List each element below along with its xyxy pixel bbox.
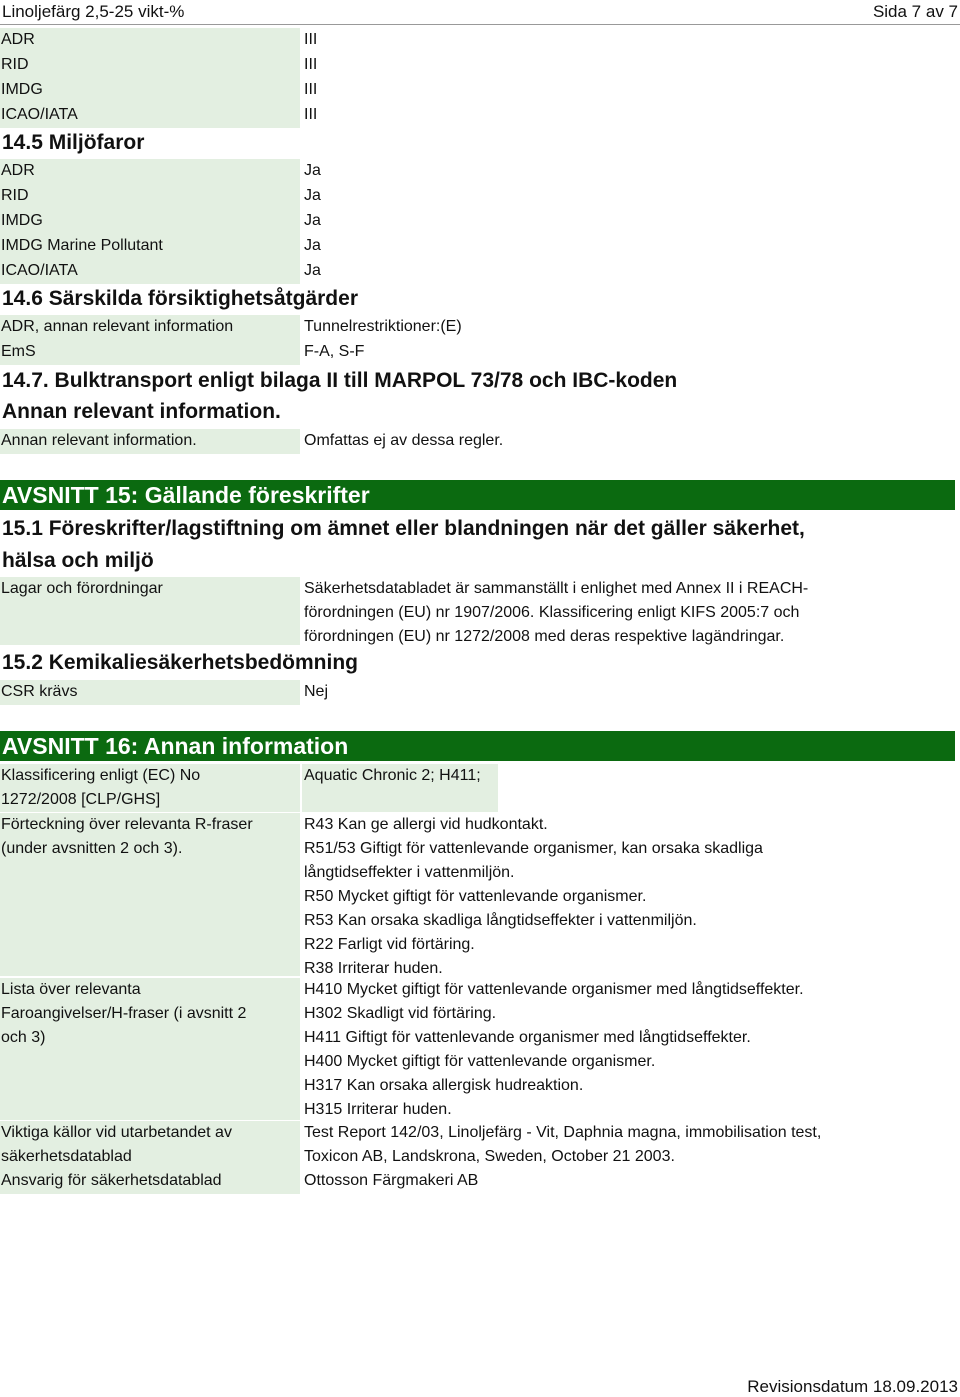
csr-label: CSR krävs bbox=[0, 680, 300, 705]
env-label: ICAO/IATA bbox=[0, 259, 300, 284]
pg-label-adr: ADR bbox=[0, 28, 300, 53]
h-label-line: Lista över relevanta bbox=[1, 981, 141, 998]
env-value: Ja bbox=[304, 212, 321, 229]
env-label: IMDG Marine Pollutant bbox=[0, 234, 300, 259]
bulk-subheading: Annan relevant information. bbox=[2, 400, 281, 423]
ems-value: F-A, S-F bbox=[304, 343, 365, 360]
revision-date: Revisionsdatum 18.09.2013 bbox=[747, 1377, 958, 1396]
sources-label bbox=[0, 1121, 300, 1169]
clp-label bbox=[0, 764, 300, 812]
laws-line: förordningen (EU) nr 1907/2006. Klassificering enligt KIFS 2005:7 och bbox=[304, 604, 800, 621]
h-phrase: H410 Mycket giftigt för vattenlevande organismer med långtidseffekter. bbox=[304, 981, 804, 998]
sources-label-line: säkerhetsdatablad bbox=[1, 1148, 132, 1165]
heading-14-7: 14.7. Bulktransport enligt bilaga II till MARPOL 73/78 och IBC-koden bbox=[2, 369, 678, 392]
heading-15-1: 15.1 Föreskrifter/lagstiftning om ämnet eller blandningen när det gäller säkerhet, bbox=[2, 517, 805, 540]
sources-label-line: Viktiga källor vid utarbetandet av bbox=[1, 1124, 232, 1141]
r-phrases-label bbox=[0, 813, 300, 976]
h-phrase: H400 Mycket giftigt för vattenlevande organismer. bbox=[304, 1053, 656, 1070]
env-value: Ja bbox=[304, 187, 321, 204]
r-phrase: långtidseffekter i vattenmiljön. bbox=[304, 864, 515, 881]
clp-label-line: 1272/2008 [CLP/GHS] bbox=[1, 791, 161, 808]
env-value: Ja bbox=[304, 162, 321, 179]
clp-label-line: Klassificering enligt (EC) No bbox=[1, 767, 201, 784]
env-value: Ja bbox=[304, 262, 321, 279]
laws-line: Säkerhetsdatabladet är sammanställt i enlighet med Annex II i REACH- bbox=[304, 580, 809, 597]
header-divider bbox=[0, 24, 960, 25]
page-number: Sida 7 av 7 bbox=[872, 2, 958, 21]
pg-label-imdg: IMDG bbox=[0, 78, 300, 103]
csr-value: Nej bbox=[304, 683, 329, 700]
r-phrase: R53 Kan orsaka skadliga långtidseffekter i vattenmiljön. bbox=[304, 912, 697, 929]
r-label-line: Förteckning över relevanta R-fraser bbox=[1, 816, 253, 833]
sources-line: Test Report 142/03, Linoljefärg - Vit, Daphnia magna, immobilisation test, bbox=[304, 1124, 822, 1141]
ems-label: EmS bbox=[0, 340, 300, 365]
r-phrase: R43 Kan ge allergi vid hudkontakt. bbox=[304, 816, 548, 833]
r-phrase: R50 Mycket giftigt för vattenlevande organismer. bbox=[304, 888, 647, 905]
heading-15-2: 15.2 Kemikaliesäkerhetsbedömning bbox=[2, 651, 358, 674]
pg-label-rid: RID bbox=[0, 53, 300, 78]
section-16-header: AVSNITT 16: Annan information bbox=[0, 731, 955, 761]
r-phrase: R51/53 Giftigt för vattenlevande organismer, kan orsaka skadliga bbox=[304, 840, 763, 857]
section-15-header: AVSNITT 15: Gällande föreskrifter bbox=[0, 480, 955, 510]
laws-label: Lagar och förordningar bbox=[0, 577, 300, 645]
h-phrases-label bbox=[0, 978, 300, 1120]
r-phrases-list bbox=[304, 813, 763, 981]
responsible-value: Ottosson Färgmakeri AB bbox=[304, 1172, 479, 1189]
bulk-value: Omfattas ej av dessa regler. bbox=[304, 432, 504, 449]
h-phrases-list bbox=[304, 978, 804, 1122]
heading-15-1-cont: hälsa och miljö bbox=[2, 549, 154, 572]
laws-value bbox=[304, 577, 808, 649]
precaution-label: ADR, annan relevant information bbox=[0, 315, 300, 340]
h-label-line: och 3) bbox=[1, 1029, 46, 1046]
h-phrase: H411 Giftigt för vattenlevande organismer med långtidseffekter. bbox=[304, 1029, 751, 1046]
pg-value-imdg: III bbox=[304, 81, 318, 98]
r-phrase: R38 Irriterar huden. bbox=[304, 960, 443, 977]
sources-line: Toxicon AB, Landskrona, Sweden, October 21 2003. bbox=[304, 1148, 675, 1165]
env-value: Ja bbox=[304, 237, 321, 254]
pg-value-rid: III bbox=[304, 56, 318, 73]
sources-value bbox=[304, 1121, 821, 1169]
h-phrase: H302 Skadligt vid förtäring. bbox=[304, 1005, 497, 1022]
heading-14-6: 14.6 Särskilda försiktighetsåtgärder bbox=[2, 287, 358, 310]
page-header bbox=[0, 0, 960, 26]
pg-value-adr: III bbox=[304, 31, 318, 48]
h-phrase: H315 Irriterar huden. bbox=[304, 1101, 452, 1118]
env-label: RID bbox=[0, 184, 300, 209]
laws-line: förordningen (EU) nr 1272/2008 med deras respektive lagändringar. bbox=[304, 628, 785, 645]
responsible-label: Ansvarig för säkerhetsdatablad bbox=[0, 1169, 300, 1194]
r-label-line: (under avsnitten 2 och 3). bbox=[1, 840, 183, 857]
r-phrase: R22 Farligt vid förtäring. bbox=[304, 936, 475, 953]
document-title: Linoljefärg 2,5-25 vikt-% bbox=[2, 2, 185, 21]
pg-value-icao: III bbox=[304, 106, 318, 123]
env-label: IMDG bbox=[0, 209, 300, 234]
env-label: ADR bbox=[0, 159, 300, 184]
pg-label-icao: ICAO/IATA bbox=[0, 103, 300, 128]
h-label-line: Faroangivelser/H-fraser (i avsnitt 2 bbox=[1, 1005, 247, 1022]
h-phrase: H317 Kan orsaka allergisk hudreaktion. bbox=[304, 1077, 584, 1094]
clp-value: Aquatic Chronic 2; H411; bbox=[304, 767, 481, 784]
heading-14-5: 14.5 Miljöfaror bbox=[2, 131, 145, 154]
precaution-value: Tunnelrestriktioner:(E) bbox=[304, 318, 462, 335]
bulk-label: Annan relevant information. bbox=[0, 429, 300, 454]
